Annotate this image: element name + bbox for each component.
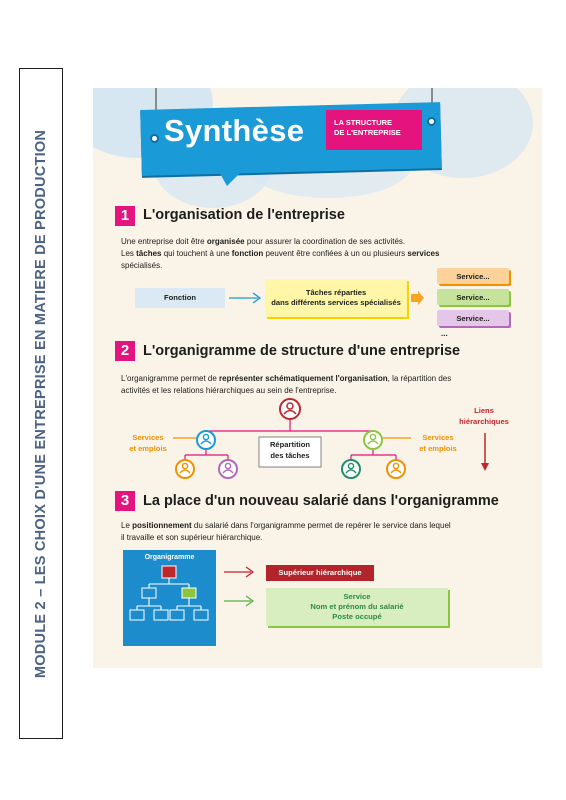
section-title-3: La place d'un nouveau salarié dans l'organigramme: [143, 493, 499, 509]
person-icon-left: [197, 431, 215, 449]
section-number-1: 1: [115, 206, 135, 226]
side-title-text: MODULE 2 – LES CHOIX D'UNE ENTREPRISE EN MATIERE DE PRODUCTION: [33, 129, 50, 678]
superieur-box: Supérieur hiérarchique: [266, 565, 374, 581]
repartition-label: Répartition des tâches: [269, 440, 311, 460]
services-emplois-right: Services et emplois: [419, 433, 457, 453]
arrow-icon: [223, 565, 257, 579]
service-salarie-box: Service Nom et prénom du salarié Poste occupé: [266, 588, 448, 626]
arrow-icon: [228, 291, 264, 305]
hanging-string: [155, 88, 157, 110]
person-icon: [342, 460, 360, 478]
person-icon: [219, 460, 237, 478]
services-ellipsis: ...: [441, 329, 448, 338]
organigramme-title: Organigramme: [144, 554, 195, 561]
section2-paragraph: L'organigramme permet de représenter schématiquement l'organisation, la répartition des activités et les relations hiérarchiques au sein de l'entreprise.: [121, 374, 452, 395]
service-item: Service...: [437, 289, 509, 305]
section1-paragraph: Une entreprise doit être organisée pour assurer la coordination de ses activités. Les tâches qui touchent à une fonction peuvent être confiées à un ou plusieurs services spécialisés.: [121, 237, 440, 270]
title-board-tail: [217, 168, 245, 186]
section3-paragraph: Le positionnement du salarié dans l'organigramme permet de repérer le service dans lequel il travaille et son supérieur hiérarchique.: [121, 521, 451, 542]
person-icon-right: [364, 431, 382, 449]
pin-icon: [150, 134, 159, 143]
section-number-3: 3: [115, 491, 135, 511]
services-emplois-left: Services et emplois: [129, 433, 167, 453]
liens-hierarchiques-label: Liens hiérarchiques: [459, 406, 509, 426]
pin-icon: [427, 117, 436, 126]
service-item: Service...: [437, 310, 509, 326]
title-tag-line1: LA STRUCTURE: [334, 118, 393, 127]
person-icon: [176, 460, 194, 478]
title-tag: [326, 110, 422, 150]
section-number-2: 2: [115, 341, 135, 361]
person-icon-top: [280, 399, 300, 419]
synthese-sheet: [93, 88, 542, 668]
person-icon: [387, 460, 405, 478]
side-title: [19, 68, 63, 739]
section-title-2: L'organigramme de structure d'une entreprise: [143, 343, 461, 359]
fonction-box: Fonction: [135, 288, 225, 308]
arrow-icon: [223, 594, 257, 608]
service-item: Service...: [437, 268, 509, 284]
section-title-1: L'organisation de l'entreprise: [143, 207, 345, 223]
organigramme-illustration: [123, 550, 216, 646]
org-tree-icon: [123, 564, 216, 646]
taches-box: Tâches réparties dans différents services spécialisés: [265, 279, 407, 317]
page-title: Synthèse: [164, 113, 305, 148]
title-tag-line2: DE L'ENTREPRISE: [334, 128, 401, 137]
arrow-icon: [409, 291, 425, 305]
